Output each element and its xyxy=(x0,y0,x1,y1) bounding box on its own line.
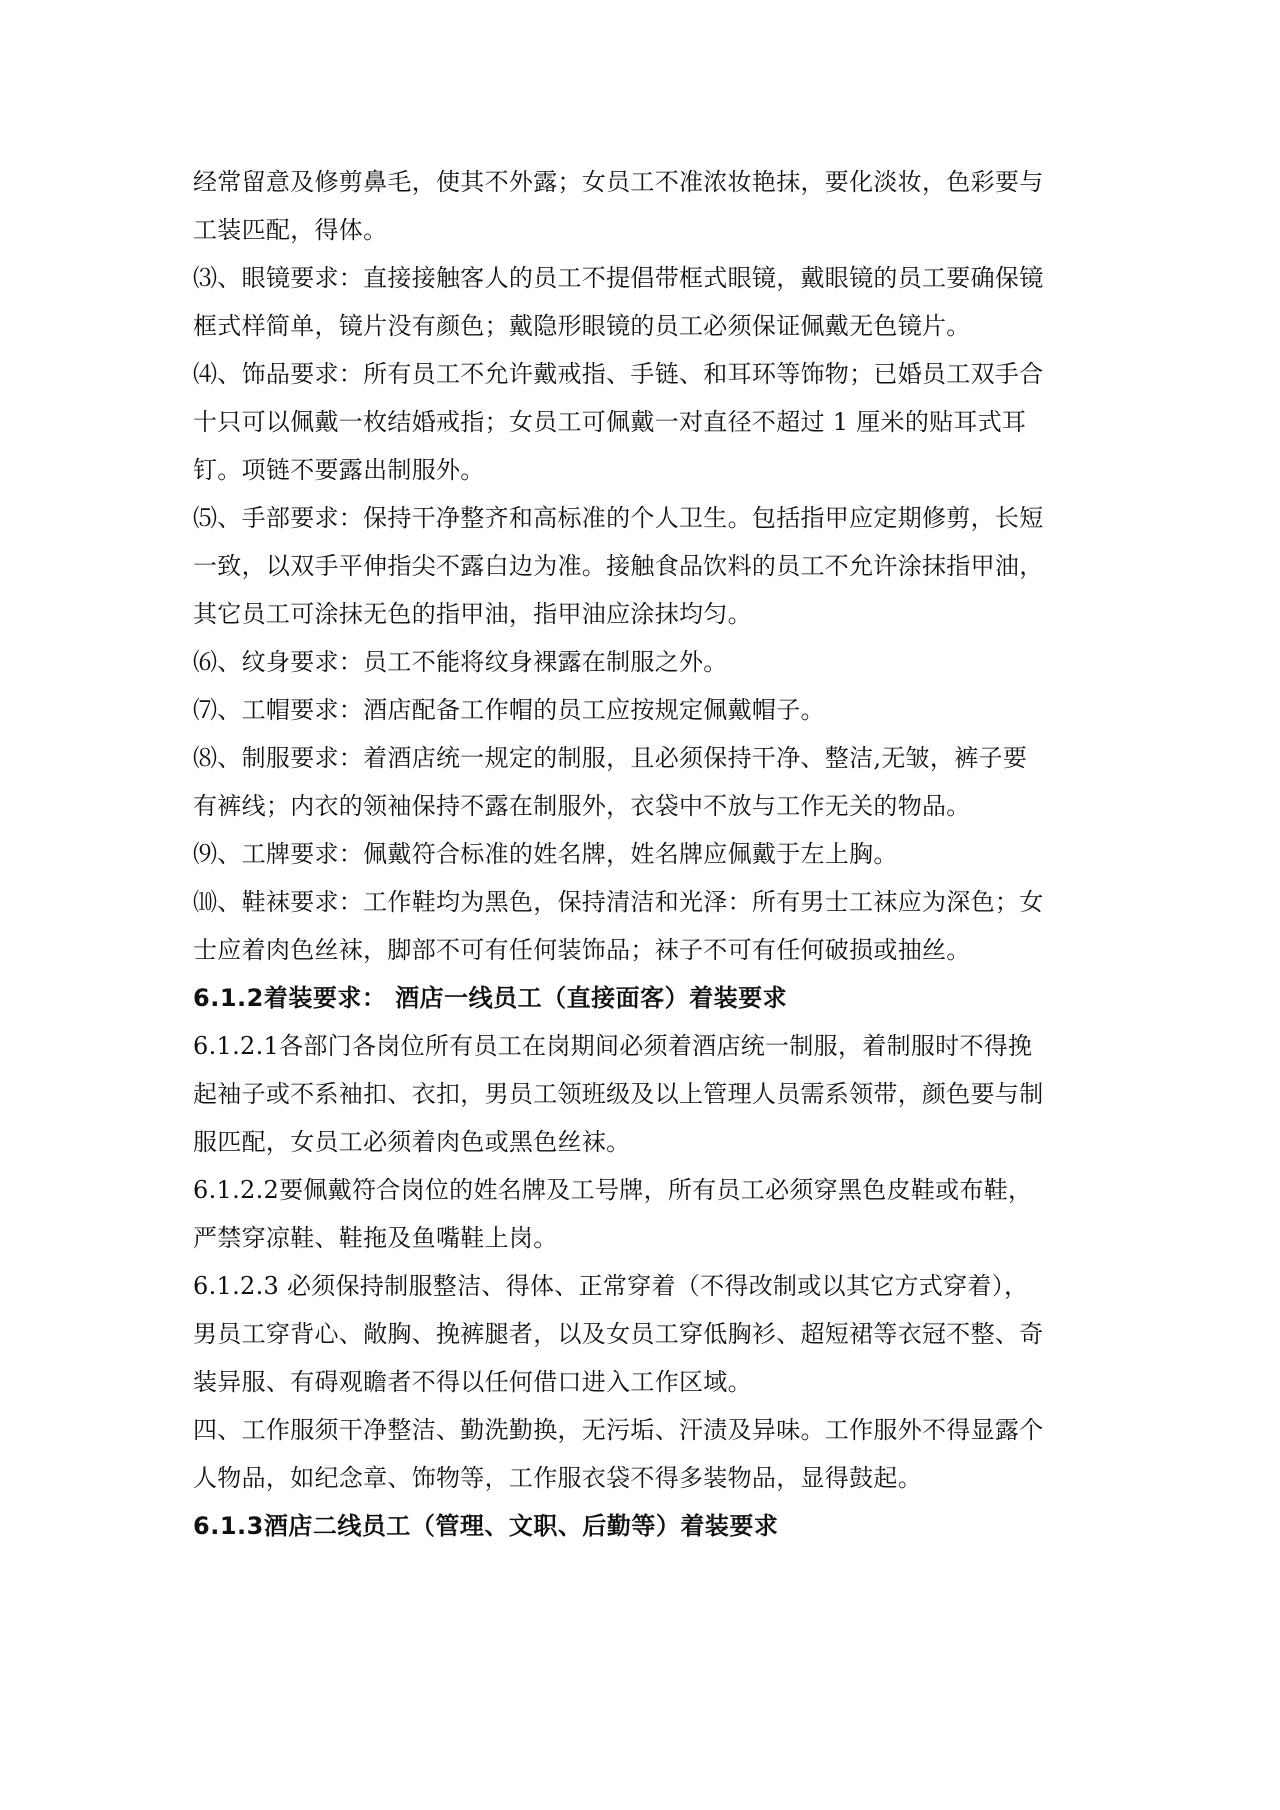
text-line: 男员工穿背心、敞胸、挽裤腿者，以及女员工穿低胸衫、超短裙等衣冠不整、奇 xyxy=(193,1320,1044,1348)
text-line: ⑹、纹身要求：员工不能将纹身裸露在制服之外。 xyxy=(193,648,728,676)
text-line: 工装匹配，得体。 xyxy=(193,216,388,244)
text-line: 钉。项链不要露出制服外。 xyxy=(193,456,485,484)
text-line: 严禁穿凉鞋、鞋拖及鱼嘴鞋上岗。 xyxy=(193,1224,558,1252)
text-line: 经常留意及修剪鼻毛，使其不外露；女员工不准浓妆艳抹，要化淡妆，色彩要与 xyxy=(193,168,1044,196)
text-line: 起袖子或不系袖扣、衣扣，男员工领班级及以上管理人员需系领带，颜色要与制 xyxy=(193,1080,1044,1108)
text-line: ⑶、眼镜要求：直接接触客人的员工不提倡带框式眼镜，戴眼镜的员工要确保镜 xyxy=(193,264,1044,292)
text-line: 6.1.2.3 必须保持制服整洁、得体、正常穿着（不得改制或以其它方式穿着）， xyxy=(193,1272,1029,1300)
text-line: 有裤线；内衣的领袖保持不露在制服外，衣袋中不放与工作无关的物品。 xyxy=(193,792,971,820)
text-line: ⑷、饰品要求：所有员工不允许戴戒指、手链、和耳环等饰物；已婚员工双手合 xyxy=(193,360,1044,388)
text-line: 四、工作服须干净整洁、勤洗勤换，无污垢、汗渍及异味。工作服外不得显露个 xyxy=(193,1416,1044,1444)
text-line: ⑸、手部要求：保持干净整齐和高标准的个人卫生。包括指甲应定期修剪，长短 xyxy=(193,504,1044,532)
text-line: 十只可以佩戴一枚结婚戒指；女员工可佩戴一对直径不超过 1 厘米的贴耳式耳 xyxy=(193,408,1027,436)
text-line: 人物品，如纪念章、饰物等，工作服衣袋不得多装物品，显得鼓起。 xyxy=(193,1464,922,1492)
section-heading-6-1-3: 6.1.3酒店二线员工（管理、文职、后勤等）着装要求 xyxy=(193,1512,779,1540)
text-line: 6.1.2.2要佩戴符合岗位的姓名牌及工号牌，所有员工必须穿黑色皮鞋或布鞋， xyxy=(193,1176,1033,1204)
text-line: 6.1.2.1各部门各岗位所有员工在岗期间必须着酒店统一制服，着制服时不得挽 xyxy=(193,1032,1033,1060)
text-line: ⑺、工帽要求：酒店配备工作帽的员工应按规定佩戴帽子。 xyxy=(193,696,825,724)
section-heading-6-1-2: 6.1.2着装要求： 酒店一线员工（直接面客）着装要求 xyxy=(193,984,788,1012)
text-line: 服匹配，女员工必须着肉色或黑色丝袜。 xyxy=(193,1128,631,1156)
text-line: 士应着肉色丝袜，脚部不可有任何装饰品；袜子不可有任何破损或抽丝。 xyxy=(193,936,971,964)
text-line: ⑽、鞋袜要求：工作鞋均为黑色，保持清洁和光泽：所有男士工袜应为深色；女 xyxy=(193,888,1044,916)
document-body xyxy=(193,158,1093,1550)
text-line: 装异服、有碍观瞻者不得以任何借口进入工作区域。 xyxy=(193,1368,752,1396)
text-line: 其它员工可涂抹无色的指甲油，指甲油应涂抹均匀。 xyxy=(193,600,752,628)
text-line: ⑻、制服要求：着酒店统一规定的制服，且必须保持干净、整洁,无皱，裤子要 xyxy=(193,744,1028,772)
text-line: ⑼、工牌要求：佩戴符合标准的姓名牌，姓名牌应佩戴于左上胸。 xyxy=(193,840,898,868)
text-line: 一致，以双手平伸指尖不露白边为准。接触食品饮料的员工不允许涂抹指甲油， xyxy=(193,552,1044,580)
text-line: 框式样简单，镜片没有颜色；戴隐形眼镜的员工必须保证佩戴无色镜片。 xyxy=(193,312,971,340)
